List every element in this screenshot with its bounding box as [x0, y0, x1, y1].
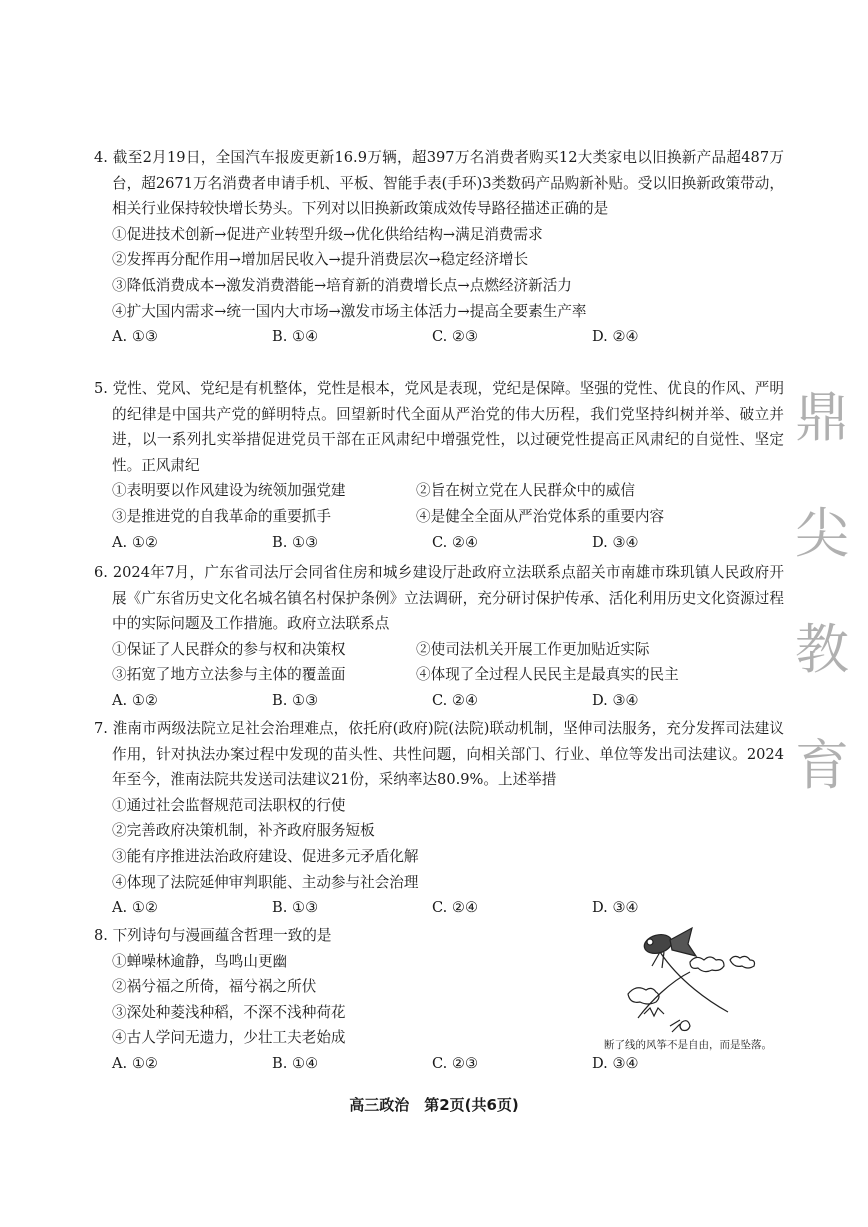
question-5 — [94, 376, 784, 555]
question-8-stem: 8. 下列诗句与漫画蕴含哲理一致的是 — [94, 927, 332, 944]
question-5-answers — [94, 530, 784, 556]
question-8-option-1: ①蝉噪林逾静，鸟鸣山更幽 — [112, 952, 288, 970]
watermark — [792, 360, 852, 824]
kite-cartoon-icon — [600, 922, 790, 1056]
question-6-option-4: ④体现了全过程人民民主是最真实的民主 — [416, 666, 679, 684]
watermark-char-2: 尖 — [795, 502, 849, 565]
question-6-options-row-1 — [94, 637, 784, 663]
question-5-option-2: ②旨在树立党在人民群众中的威信 — [416, 482, 635, 500]
question-7-stem: 7. 淮南市两级法院立足社会治理难点，依托府(政府)院(法院)联动机制，坚伸司法服务，充分发挥司法建议作用，针对执法办案过程中发现的苗头性、共性问题，向相关部门、行业、单位等发出司法建议。2024年至今，淮南法院共发送司法建议21份，采纳率达80.9%。上述举措 — [94, 720, 784, 789]
cartoon-caption: 断了线的风筝不是自由，而是坠落。 — [604, 1039, 772, 1051]
question-7-answers — [94, 895, 784, 921]
question-8-option-4: ④古人学问无遗力，少壮工夫老始成 — [112, 1029, 346, 1047]
question-6-stem: 6. 2024年7月，广东省司法厅会同省住房和城乡建设厅赴政府立法联系点韶关市南雄市珠玑镇人民政府开展《广东省历史文化名城名镇名村保护条例》立法调研，充分研讨保护传承、活化利用历史文化资源过程中的实际问题及工作措施。政府立法联系点 — [94, 564, 784, 633]
question-4-option-1: ①促进技术创新→促进产业转型升级→优化供给结构→满足消费需求 — [112, 225, 543, 243]
question-8-option-3: ③深处种菱浅种稻，不深不浅种荷花 — [112, 1003, 346, 1021]
question-7 — [94, 716, 784, 921]
answer-a: A. ①③ — [112, 328, 158, 346]
question-5-option-4: ④是健全全面从严治党体系的重要内容 — [416, 507, 665, 525]
question-6 — [94, 560, 784, 714]
answer-d: D. ③④ — [592, 533, 639, 551]
question-6-answers — [94, 688, 784, 714]
question-7-option-4: ④体现了法院延伸审判职能、主动参与社会治理 — [112, 873, 419, 891]
answer-d: D. ②④ — [592, 328, 639, 346]
answer-c: C. ②③ — [432, 328, 479, 346]
answer-b: B. ①④ — [272, 328, 319, 346]
question-5-options-row-2 — [94, 504, 784, 530]
question-8-option-2: ②祸兮福之所倚，福兮祸之所伏 — [112, 978, 317, 996]
answer-d: D. ③④ — [592, 899, 639, 917]
watermark-char-1: 鼎 — [795, 386, 849, 449]
answer-c: C. ②④ — [432, 899, 479, 917]
question-7-option-2: ②完善政府决策机制，补齐政府服务短板 — [112, 822, 375, 840]
question-5-stem: 5. 党性、党风、党纪是有机整体，党性是根本，党风是表现，党纪是保障。坚强的党性、优良的作风、严明的纪律是中国共产党的鲜明特点。回望新时代全面从严治党的伟大历程，我们党坚持纠树并举、破立并进，以一系列扎实举措促进党员干部在正风肃纪中增强党性，以过硬党性提高正风肃纪的自觉性、坚定性。正风肃纪 — [94, 380, 784, 474]
question-6-options-row-2 — [94, 662, 784, 688]
question-4-option-2: ②发挥再分配作用→增加居民收入→提升消费层次→稳定经济增长 — [112, 251, 529, 269]
answer-d: D. ③④ — [592, 691, 639, 709]
question-4 — [94, 145, 784, 350]
answer-b: B. ①③ — [272, 899, 319, 917]
question-4-stem: 4. 截至2月19日，全国汽车报废更新16.9万辆，超397万名消费者购买12大类家电以旧换新产品超487万台，超2671万名消费者申请手机、平板、智能手表(手环)3类数码产品购新补贴。受以旧换新政策带动，相关行业保持较快增长势头。下列对以旧换新政策成效传导路径描述正确的是 — [94, 149, 784, 218]
answer-c: C. ②④ — [432, 533, 479, 551]
question-4-answers — [94, 324, 784, 350]
question-6-option-3: ③拓宽了地方立法参与主体的覆盖面 — [112, 666, 346, 684]
answer-b: B. ①④ — [272, 1054, 319, 1072]
question-7-option-1: ①通过社会监督规范司法职权的行使 — [112, 796, 346, 814]
answer-c: C. ②④ — [432, 691, 479, 709]
question-5-option-3: ③是推进党的自我革命的重要抓手 — [112, 507, 331, 525]
question-5-options-row-1 — [94, 478, 784, 504]
answer-b: B. ①③ — [272, 691, 319, 709]
question-7-option-3: ③能有序推进法治政府建设、促进多元矛盾化解 — [112, 847, 419, 865]
question-6-option-2: ②使司法机关开展工作更加贴近实际 — [416, 640, 650, 658]
answer-b: B. ①③ — [272, 533, 319, 551]
page-footer: 高三政治 第2页(共6页) — [349, 1096, 519, 1114]
answer-a: A. ①② — [112, 899, 158, 917]
answer-a: A. ①② — [112, 1054, 158, 1072]
answer-a: A. ①② — [112, 691, 158, 709]
answer-a: A. ①② — [112, 533, 158, 551]
question-4-option-4: ④扩大国内需求→统一国内大市场→激发市场主体活力→提高全要素生产率 — [112, 302, 587, 320]
watermark-char-3: 教 — [795, 618, 849, 681]
watermark-char-4: 育 — [795, 734, 849, 797]
question-6-option-1: ①保证了人民群众的参与权和决策权 — [112, 640, 346, 658]
question-5-option-1: ①表明要以作风建设为统领加强党建 — [112, 482, 346, 500]
answer-d: D. ③④ — [592, 1054, 639, 1072]
question-4-option-3: ③降低消费成本→激发消费潜能→培育新的消费增长点→点燃经济新活力 — [112, 276, 572, 294]
answer-c: C. ②③ — [432, 1054, 479, 1072]
